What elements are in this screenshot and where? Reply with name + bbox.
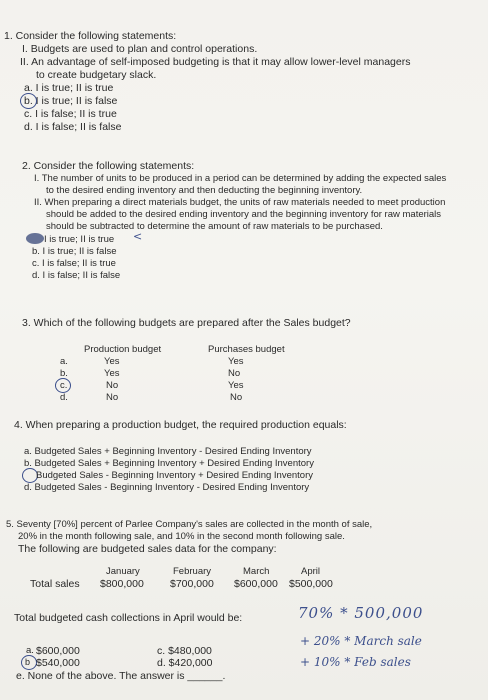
q4-option-d: d. Budgeted Sales - Beginning Inventory - Desired Ending Inventory bbox=[24, 482, 310, 493]
q2-statement-2: II. When preparing a direct materials budget, the units of raw materials needed to meet production bbox=[34, 197, 446, 208]
q5-option-a: $600,000 bbox=[36, 645, 80, 657]
q5-sales-feb: $700,000 bbox=[170, 578, 214, 590]
q4-title: 4. When preparing a production budget, the required production equals: bbox=[14, 419, 347, 431]
q1-option-a: a. I is true; II is true bbox=[24, 82, 114, 94]
q3-row-c-prod: No bbox=[106, 380, 119, 391]
handwritten-note-1: 70% * 500,000 bbox=[298, 604, 424, 622]
q3-row-b-purch: No bbox=[228, 368, 241, 379]
q1-statement-2-cont: to create budgetary slack. bbox=[36, 69, 157, 81]
q2-statement-2-cont-2: should be subtracted to determine the amount of raw materials to be purchased. bbox=[46, 221, 383, 232]
q5-sales-jan: $800,000 bbox=[100, 578, 144, 590]
q1-statement-1: I. Budgets are used to plan and control operations. bbox=[22, 43, 258, 55]
q1-option-c: c. I is false; II is true bbox=[24, 108, 117, 120]
q3-row-d-purch: No bbox=[230, 392, 243, 403]
q3-row-d-letter: d. bbox=[60, 392, 68, 403]
q5-line-3: The following are budgeted sales data for the company: bbox=[18, 543, 277, 555]
q5-month-mar: March bbox=[243, 566, 270, 577]
q5-line-2: 20% in the month following sale, and 10% in the second month following sale. bbox=[18, 531, 345, 542]
arrow-mark: < bbox=[133, 230, 143, 243]
q5-sales-mar: $600,000 bbox=[234, 578, 278, 590]
q3-row-a-purch: Yes bbox=[228, 356, 244, 367]
q2-option-d: d. I is false; II is false bbox=[32, 270, 121, 281]
q5-option-b-letter: b bbox=[25, 657, 31, 667]
q5-option-d: d. $420,000 bbox=[157, 657, 213, 669]
answer-shade-mark bbox=[26, 233, 44, 244]
q2-statement-1: I. The number of units to be produced in a period can be determined by adding the expected sales bbox=[34, 173, 447, 184]
q2-option-b: b. I is true; II is false bbox=[32, 246, 117, 257]
q2-option-c: c. I is false; II is true bbox=[32, 258, 116, 269]
q5-option-c: c. $480,000 bbox=[157, 645, 212, 657]
q3-col-production: Production budget bbox=[84, 344, 162, 355]
q5-sales-apr: $500,000 bbox=[289, 578, 333, 590]
q3-col-purchases: Purchases budget bbox=[208, 344, 285, 355]
q5-month-feb: February bbox=[173, 566, 212, 577]
answer-circle-mark bbox=[20, 93, 37, 109]
q3-row-b-prod: Yes bbox=[104, 368, 120, 379]
q2-option-a: I is true; II is true bbox=[44, 234, 115, 245]
q2-statement-2-cont: should be added to the desired ending inventory and the beginning inventory for raw materials bbox=[46, 209, 442, 220]
q5-total-sales-label: Total sales bbox=[30, 578, 80, 590]
q1-statement-2: II. An advantage of self-imposed budgeting is that it may allow lower-level managers bbox=[20, 56, 411, 68]
q3-row-b-letter: b. bbox=[60, 368, 68, 379]
q5-month-jan: January bbox=[106, 566, 140, 577]
q3-title: 3. Which of the following budgets are prepared after the Sales budget? bbox=[22, 317, 351, 329]
q1-option-d: d. I is false; II is false bbox=[24, 121, 122, 133]
q5-option-b: $540,000 bbox=[36, 657, 80, 669]
handwritten-note-2: + 20% * March sale bbox=[300, 634, 422, 648]
q5-month-apr: April bbox=[301, 566, 321, 577]
q5-option-e: e. None of the above. The answer is ______. bbox=[16, 670, 226, 682]
q4-option-b: b. Budgeted Sales + Beginning Inventory + Desired Ending Inventory bbox=[24, 458, 314, 469]
handwritten-note-3: + 10% * Feb sales bbox=[300, 655, 411, 669]
q1-option-b: b. I is true; II is false bbox=[24, 95, 118, 107]
q3-row-a-prod: Yes bbox=[104, 356, 120, 367]
q4-option-c: Budgeted Sales - Beginning Inventory + Desired Ending Inventory bbox=[36, 470, 313, 481]
q3-row-a-letter: a. bbox=[60, 356, 68, 367]
q5-option-a-letter: a. bbox=[26, 645, 34, 656]
q3-row-d-prod: No bbox=[106, 392, 119, 403]
q3-row-c-purch: Yes bbox=[228, 380, 244, 391]
answer-circle-mark bbox=[55, 378, 71, 393]
q2-title: 2. Consider the following statements: bbox=[22, 160, 195, 172]
q1-title: 1. Consider the following statements: bbox=[4, 30, 177, 42]
q4-option-a: a. Budgeted Sales + Beginning Inventory - Desired Ending Inventory bbox=[24, 446, 312, 457]
q5-line-1: 5. Seventy [70%] percent of Parlee Company's sales are collected in the month of sale, bbox=[6, 519, 373, 530]
q3-row-c-letter: c. bbox=[60, 380, 68, 391]
q5-question: Total budgeted cash collections in April would be: bbox=[14, 612, 243, 624]
q2-statement-1-cont: to the desired ending inventory and then deducting the beginning inventory. bbox=[46, 185, 363, 196]
